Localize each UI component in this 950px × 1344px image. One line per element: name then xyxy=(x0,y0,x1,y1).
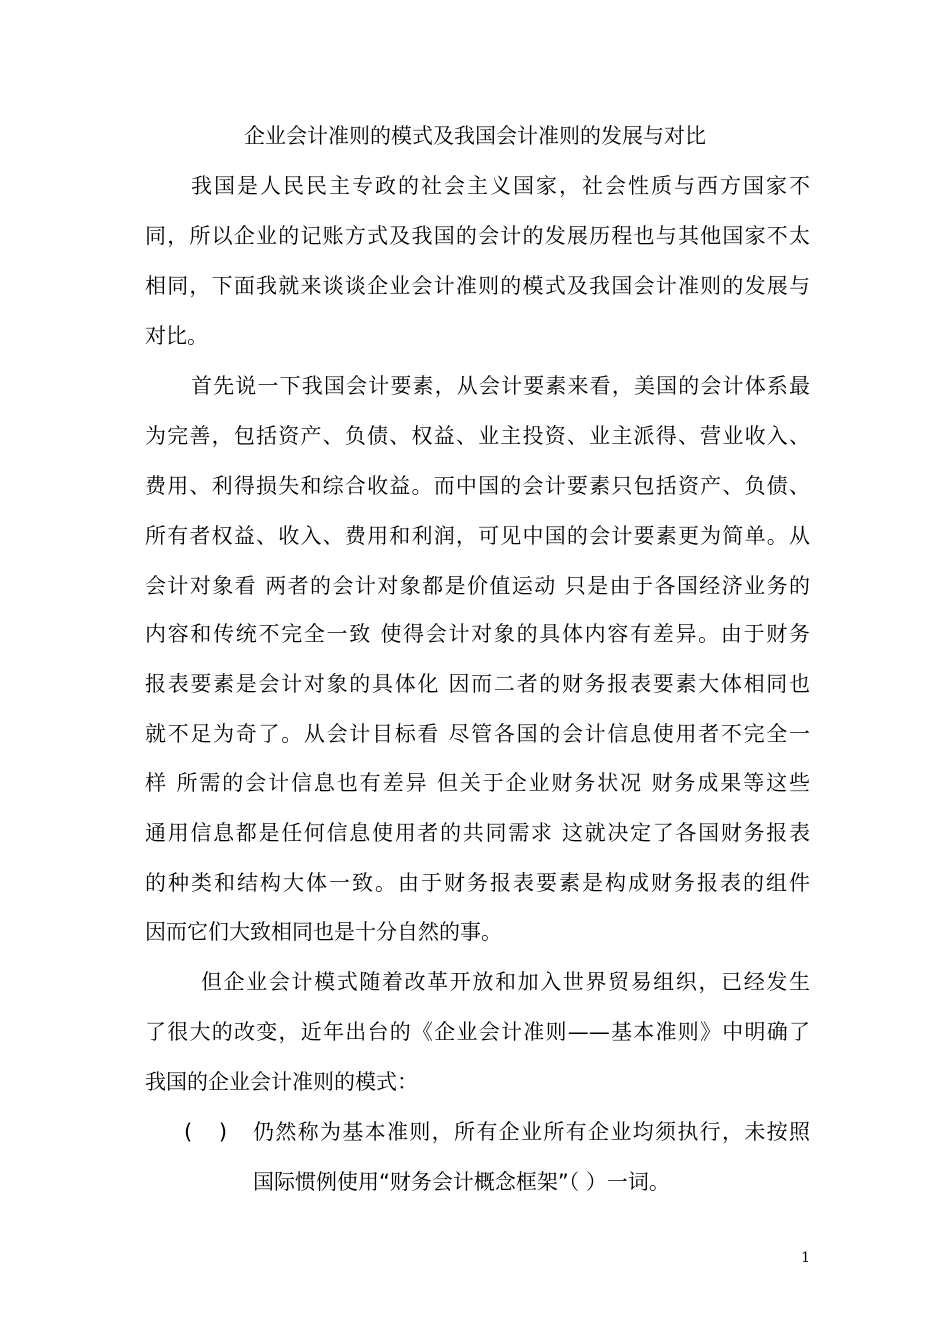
paragraph-2-line-1: 首先说一下我国会计要素，从会计要素来看，美国的会计体系最 xyxy=(191,374,810,398)
paragraph-2-line-5: 会计对象看 两者的会计对象都是价值运动 只是由于各国经济业务的 xyxy=(145,574,810,598)
paragraph-2-line-3: 费用、利得损失和综合收益。而中国的会计要素只包括资产、负债、 xyxy=(145,474,810,498)
paragraph-2-line-2: 为完善，包括资产、负债、权益、业主投资、业主派得、营业收入、 xyxy=(145,424,810,448)
paragraph-3-line-2: 了很大的改变，近年出台的《企业会计准则——基本准则》中明确了 xyxy=(145,1020,810,1044)
document-title: 企业会计准则的模式及我国会计准则的发展与对比 xyxy=(244,124,706,148)
paragraph-2-line-10: 通用信息都是任何信息使用者的共同需求 这就决定了各国财务报表 xyxy=(145,821,810,845)
paragraph-2-line-4: 所有者权益、收入、费用和利润，可见中国的会计要素更为简单。从 xyxy=(145,524,810,548)
page-number: 1 xyxy=(801,1250,810,1266)
paragraph-1-line-3: 相同，下面我就来谈谈企业会计准则的模式及我国会计准则的发展与 xyxy=(145,274,810,298)
paragraph-2-line-11: 的种类和结构大体一致。由于财务报表要素是构成财务报表的组件 xyxy=(145,871,810,895)
paragraph-1-line-2: 同，所以企业的记账方式及我国的会计的发展历程也与其他国家不太 xyxy=(145,224,810,248)
list-item-line-1: 仍然称为基本准则，所有企业所有企业均须执行，未按照 xyxy=(253,1120,810,1144)
paragraph-3-line-3: 我国的企业会计准则的模式： xyxy=(145,1070,418,1094)
paragraph-2-line-7: 报表要素是会计对象的具体化 因而二者的财务报表要素大体相同也 xyxy=(145,672,810,696)
paragraph-1-line-1: 我国是人民民主专政的社会主义国家，社会性质与西方国家不 xyxy=(191,174,810,198)
paragraph-3-line-1: 但企业会计模式随着改革开放和加入世界贸易组织，已经发生 xyxy=(201,970,810,994)
paragraph-2-line-6: 内容和传统不完全一致 使得会计对象的具体内容有差异。由于财务 xyxy=(145,622,810,646)
list-item-line-2: 国际惯例使用“财务会计概念框架”（ ）一词。 xyxy=(253,1170,670,1194)
list-item-marker: ( ) xyxy=(184,1120,228,1144)
paragraph-2-line-9: 样 所需的会计信息也有差异 但关于企业财务状况 财务成果等这些 xyxy=(145,771,810,795)
paragraph-1-line-4: 对比。 xyxy=(145,324,208,348)
paragraph-2-line-12: 因而它们大致相同也是十分自然的事。 xyxy=(145,920,502,944)
paragraph-2-line-8: 就不足为奇了。从会计目标看 尽管各国的会计信息使用者不完全一 xyxy=(145,722,810,746)
